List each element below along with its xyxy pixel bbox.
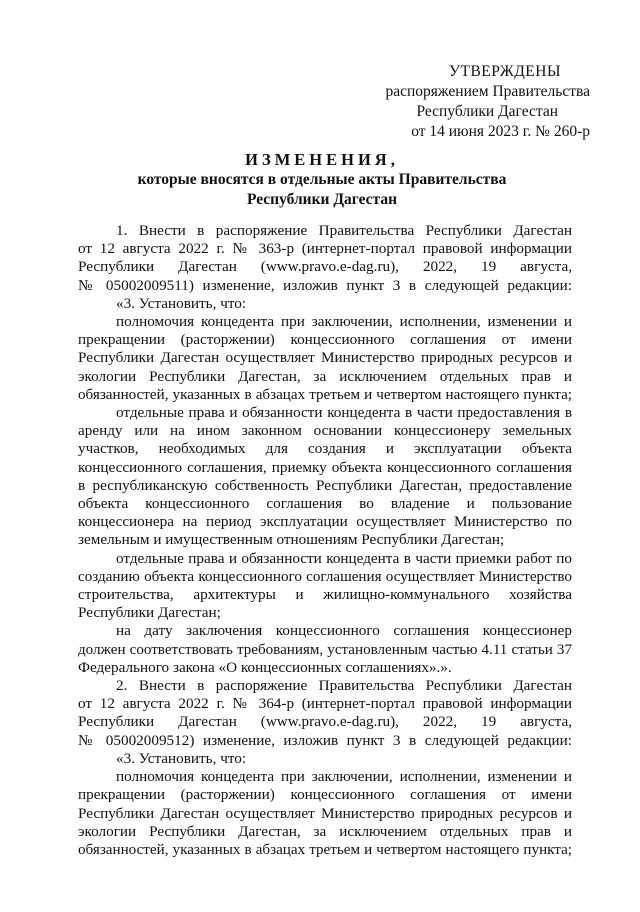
approved-line: Республики Дагестан [416,103,558,120]
text-line: прекращении (расторжении) концессионного соглашения от имени [78,331,572,349]
text-line: созданию объекта концессионного соглашения осуществляет Министерство [78,568,572,585]
text-line: экологии Республики Дагестан, за исключением отдельных прав и [78,367,572,385]
title-main: ИЗМЕНЕНИЯ, [245,150,399,169]
text-line: обязанностей, указанных в абзацах третьем и четвертом настоящего пункта; [78,841,572,858]
text-line: обязанностей, указанных в абзацах третьем и четвертом настоящего пункта; [78,386,572,403]
text-line: отдельные права и обязанности концедента в части предоставления в [116,404,572,422]
approval-block [350,62,590,142]
text-line: экологии Республики Дагестан, за исключением отдельных прав и [78,822,572,840]
text-line: отдельные права и обязанности концедента в части приемки работ по [116,549,572,567]
text-line: должен соответствовать требованиям, установленным частью 4.11 статьи 37 [78,641,572,658]
approved-line: распоряжением Правительства [385,83,590,100]
text-line: полномочия концедента при заключении, исполнении, изменении и [116,313,572,331]
text-line: Республики Дагестан (www.pravo.e-dag.ru), 2022, 19 августа, [78,258,572,276]
text-line: в республиканскую собственность Республики Дагестан, предоставление [78,476,572,494]
text-line: Республики Дагестан; [78,604,221,622]
text-line: на дату заключения концессионного соглашения концессионер [116,622,572,640]
text-line: полномочия концедента при заключении, исполнении, изменении и [116,768,572,786]
text-line: № 05002009511) изменение, изложив пункт 3 в следующей редакции: [78,276,572,294]
text-line: от 12 августа 2022 г. № 364-р (интернет-портал правовой информации [78,695,572,713]
text-line: Федерального закона «О концессионных соглашениях».». [78,658,452,676]
text-line: строительства, архитектуры и жилищно-коммунального хозяйства [78,586,572,604]
text-line: № 05002009512) изменение, изложив пункт 3 в следующей редакции: [78,731,572,749]
approved-date: от 14 июня 2023 г. № 260-р [411,123,590,140]
text-line: аренду или на ином законном основании концессионеру земельных [78,422,572,440]
text-line: 1. Внести в распоряжение Правительства Республики Дагестан [116,222,572,239]
title-line: Республики Дагестан [246,191,398,208]
document-title [60,150,584,210]
document-body [78,222,572,859]
text-line: объекта концессионного соглашения во владение и пользование [78,495,572,513]
text-line: прекращении (расторжении) концессионного соглашения от имени [78,786,572,804]
text-line: Республики Дагестан осуществляет Министерство природных ресурсов и [78,804,572,822]
title-line: которые вносятся в отдельные акты Правительства [137,171,507,188]
text-line: земельным и имущественным отношениям Республики Дагестан; [78,531,505,549]
text-line: Республики Дагестан осуществляет Министерство природных ресурсов и [78,349,572,367]
text-line: концессионера на период эксплуатации осуществляет Министерство по [78,513,572,531]
text-line: «3. Установить, что: [116,749,247,767]
text-line: 2. Внести в распоряжение Правительства Республики Дагестан [116,677,572,695]
text-line: Республики Дагестан (www.pravo.e-dag.ru), 2022, 19 августа, [78,713,572,731]
text-line: «3. Установить, что: [116,294,247,312]
text-line: от 12 августа 2022 г. № 363-р (интернет-портал правовой информации [78,240,572,258]
text-line: концессионного соглашения, приемку объекта концессионного соглашения [78,458,572,476]
approved-title: УТВЕРЖДЕНЫ [449,63,561,80]
text-line: участков, необходимых для создания и эксплуатации объекта [78,440,572,458]
